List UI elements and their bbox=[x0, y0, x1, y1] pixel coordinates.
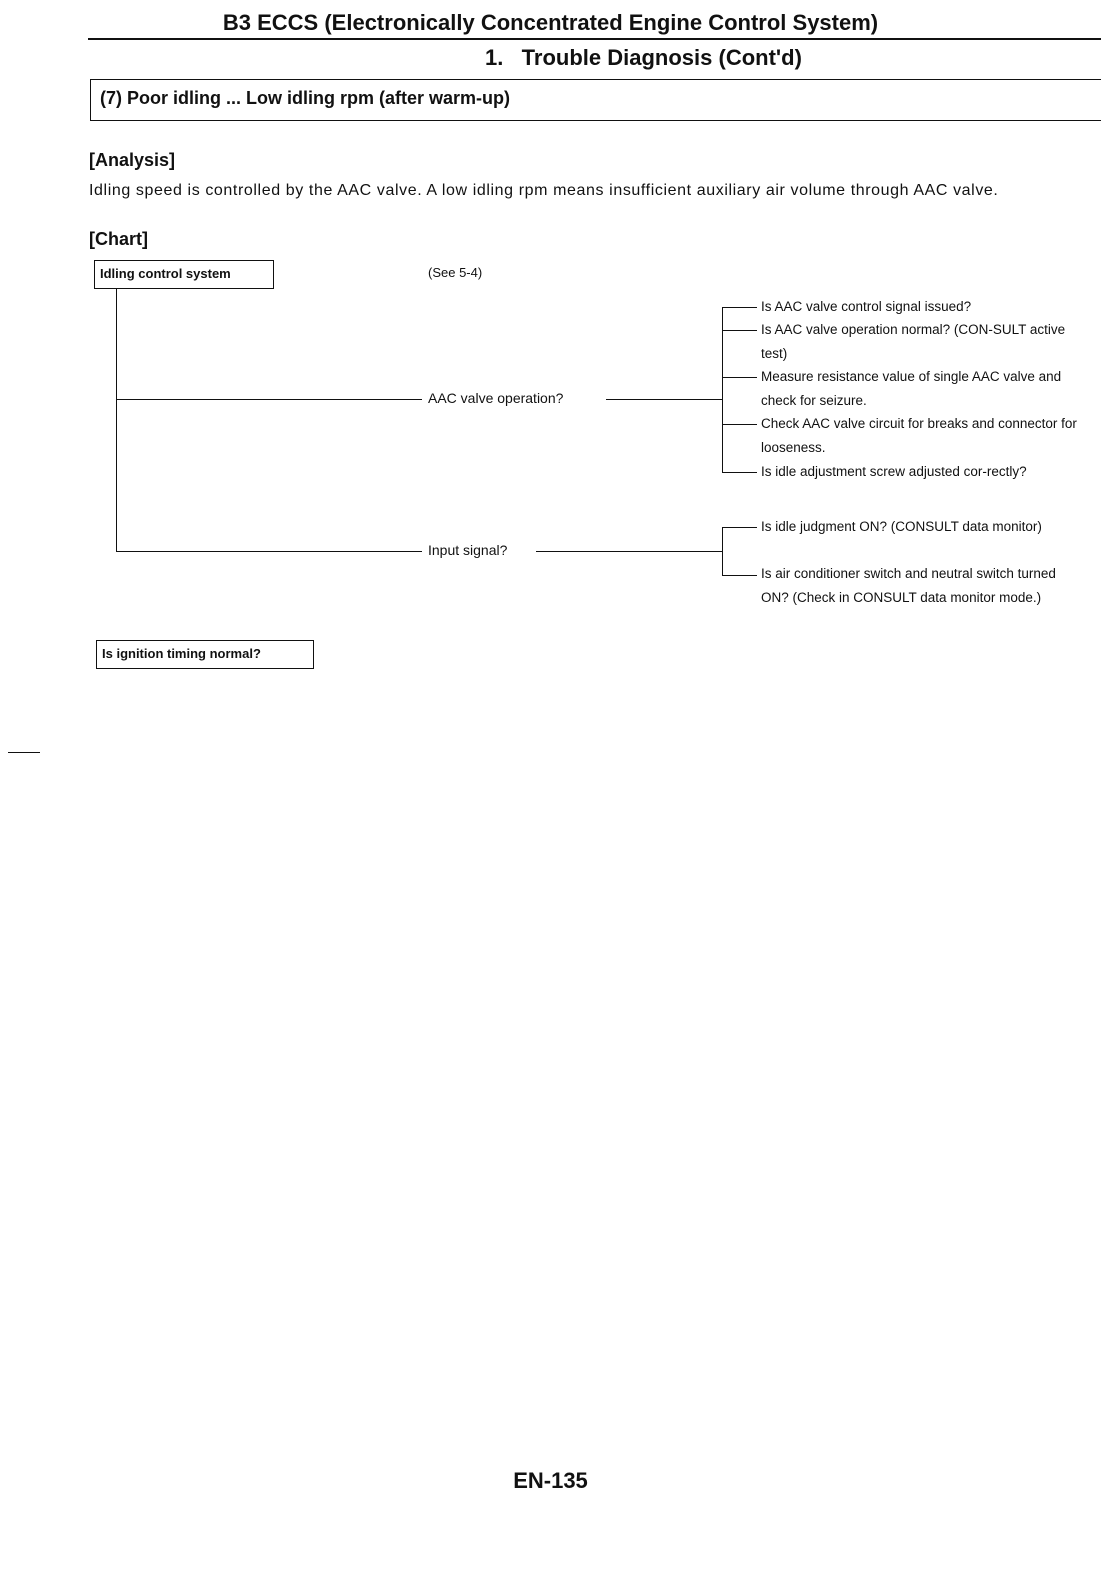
input-signal-question: Input signal? bbox=[428, 542, 508, 558]
see-reference: (See 5-4) bbox=[428, 265, 483, 280]
input-item-ac-neutral-switch: Is air conditioner switch and neutral switch turned ON? (Check in CONSULT data monitor mode.) bbox=[761, 566, 1056, 605]
branch-line-aac bbox=[116, 399, 422, 400]
document-title: B3 ECCS (Electronically Concentrated Engine Control System) bbox=[222, 10, 879, 35]
input-bracket-vertical bbox=[722, 527, 723, 575]
connector-line-aac bbox=[606, 399, 722, 400]
header-rule bbox=[88, 38, 1101, 40]
aac-tick-2 bbox=[722, 330, 757, 331]
aac-item-operation-normal: Is AAC valve operation normal? (CON-SULT active test) bbox=[761, 322, 1066, 361]
aac-tick-5 bbox=[722, 472, 757, 473]
document-subtitle: 1. Trouble Diagnosis (Cont'd) bbox=[485, 45, 802, 70]
analysis-body: Idling speed is controlled by the AAC valve. A low idling rpm means insufficient auxiliary air volume through AAC valve. bbox=[89, 182, 999, 199]
connector-line-input bbox=[536, 551, 722, 552]
section-title: (7) Poor idling ... Low idling rpm (after warm-up) bbox=[100, 88, 510, 108]
aac-item-measure-resistance: Measure resistance value of single AAC valve and check for seizure. bbox=[761, 369, 1062, 408]
aac-valve-operation-question: AAC valve operation? bbox=[428, 390, 564, 406]
page-number: EN-135 bbox=[513, 1468, 588, 1493]
chart-heading: [Chart] bbox=[89, 229, 148, 249]
margin-mark bbox=[8, 752, 40, 753]
analysis-heading: [Analysis] bbox=[89, 150, 176, 170]
input-tick-1 bbox=[722, 527, 757, 528]
idling-control-system-box: Idling control system bbox=[94, 260, 274, 289]
aac-bracket-vertical bbox=[722, 307, 723, 473]
aac-tick-1 bbox=[722, 307, 757, 308]
branch-line-input bbox=[116, 551, 422, 552]
aac-item-check-circuit: Check AAC valve circuit for breaks and connector for looseness. bbox=[761, 416, 1077, 455]
ignition-timing-box: Is ignition timing normal? bbox=[96, 640, 314, 669]
aac-tick-3 bbox=[722, 377, 757, 378]
aac-item-control-signal: Is AAC valve control signal issued? bbox=[761, 299, 972, 314]
input-item-idle-judgment: Is idle judgment ON? (CONSULT data monitor) bbox=[761, 519, 1042, 534]
aac-item-idle-screw: Is idle adjustment screw adjusted cor-rectly? bbox=[761, 464, 1027, 479]
trunk-line bbox=[116, 289, 117, 552]
input-tick-2 bbox=[722, 575, 757, 576]
aac-tick-4 bbox=[722, 424, 757, 425]
